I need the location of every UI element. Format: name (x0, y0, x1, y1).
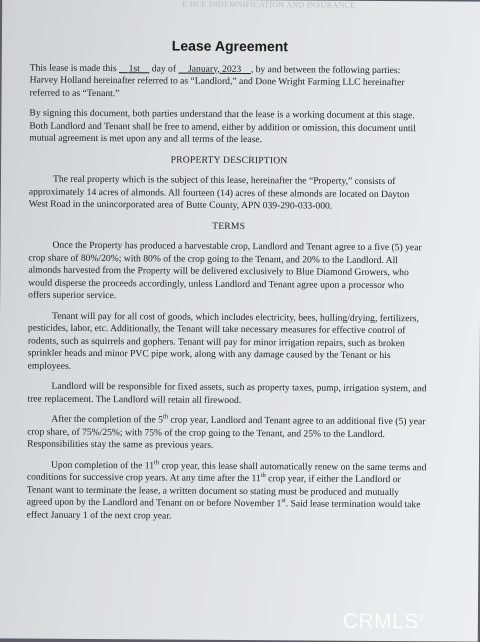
p5-text-a: Upon completion of the 11 (50, 459, 155, 471)
day-field (119, 63, 149, 74)
terms-paragraph-1: Once the Property has produced a harvestable crop, Landlord and Tenant agree to a five (5) year crop share of 80%/20%; with 80% of the crop going to the Tenant, and 20% to the Landlord. All almonds harvested from the Property will be delivered exclusively to Blue Diamond Growers, who would disperse the proceeds accordingly, unless Landlord and Tenant agree upon a processor who offers superior service. (28, 239, 422, 302)
intro-text-3: , by and between the following (250, 63, 370, 76)
intro-text-2: day of (149, 62, 179, 75)
p5-sup-3: st (281, 497, 286, 505)
p4-text-b: crop year, Landlord and Tenant agree to an additional five (5) year crop share, of 75%/25%; with 75% of the crop going to the Tenant, and 25% to the Landlord. Responsibilities stay the same as previous years. (27, 414, 426, 451)
intro-paragraph (30, 62, 430, 102)
terms-paragraph-5 (27, 459, 427, 524)
document-title: Lease Agreement (171, 37, 289, 55)
p5-sup-2: th (260, 471, 266, 479)
month-value: January, 2023 (188, 63, 242, 75)
terms-paragraph-4 (27, 414, 427, 454)
p4-sup: th (162, 413, 169, 421)
property-paragraph: The real property which is the subject of this lease, hereinafter the “Property,” consists of approximately 14 acres of almonds. All fourteen (14) acres of these almonds are located on Dayton West Road in the unincorporated area of Butte County, APN 039-290-033-000. (28, 173, 410, 212)
month-field (178, 63, 250, 75)
registered-mark-icon: ® (418, 612, 426, 623)
terms-paragraph-2: Tenant will pay for all cost of goods, which includes electricity, bees, hulling/drying, fertilizers, pesticides, labor, etc. Additionally, the Tenant will take necessary measures for effective control of rodents, such as squirrels and gophers. Tenant will pay for minor irrigation repairs, such as broken sprinkler heads and minor PVC pipe work, along with any damage caused by the Tenant or his employees. (27, 310, 419, 372)
p5-text-c: crop year, if either the Landlord or Tenant want to terminate the lease, a written document so stating must be produced and mutually agreed upon by the Landlord and Tenant on or before November 1 (26, 473, 401, 510)
intro-text: This lease is made this (29, 62, 120, 74)
terms-paragraph-3: Landlord will be responsible for fixed assets, such as property taxes, pump, irrigation system, and tree replacement. The Landlord will retain all firewood. (27, 380, 427, 406)
day-value: 1st (128, 62, 140, 74)
property-heading: PROPERTY DESCRIPTION (170, 154, 288, 166)
p4-text-a: After the completion of the 5 (51, 413, 163, 426)
p5-text-d: . Said lease termination would take effect January 1 of the next crop year. (26, 498, 421, 522)
intro-parties: parties: Harvey Holland hereinafter referred to as “Landlord,” and Done Wright Farming LLC hereinafter referred to as “Tenant.” (29, 64, 405, 99)
signing-paragraph: By signing this document, both parties understand that the lease is a working document at this stage. Both Landlord and Tenant shall be free to amend, either by addition or omission, this document until mutual agreement is met upon any and all terms of the lease. (29, 107, 416, 146)
watermark-text: CRMLS (342, 609, 419, 634)
lease-page (27, 39, 430, 533)
p5-sup-1: th (154, 458, 160, 466)
crmls-watermark (343, 610, 426, 635)
terms-heading: TERMS (212, 220, 246, 232)
p5-text-b: crop year, this lease shall automatically renew on the same terms and conditions for successive crop years. At any time after the 11 (26, 459, 427, 485)
bleed-through-text: E.HCE.INDEMNIFICATION AND INSURANCE (182, 0, 356, 10)
